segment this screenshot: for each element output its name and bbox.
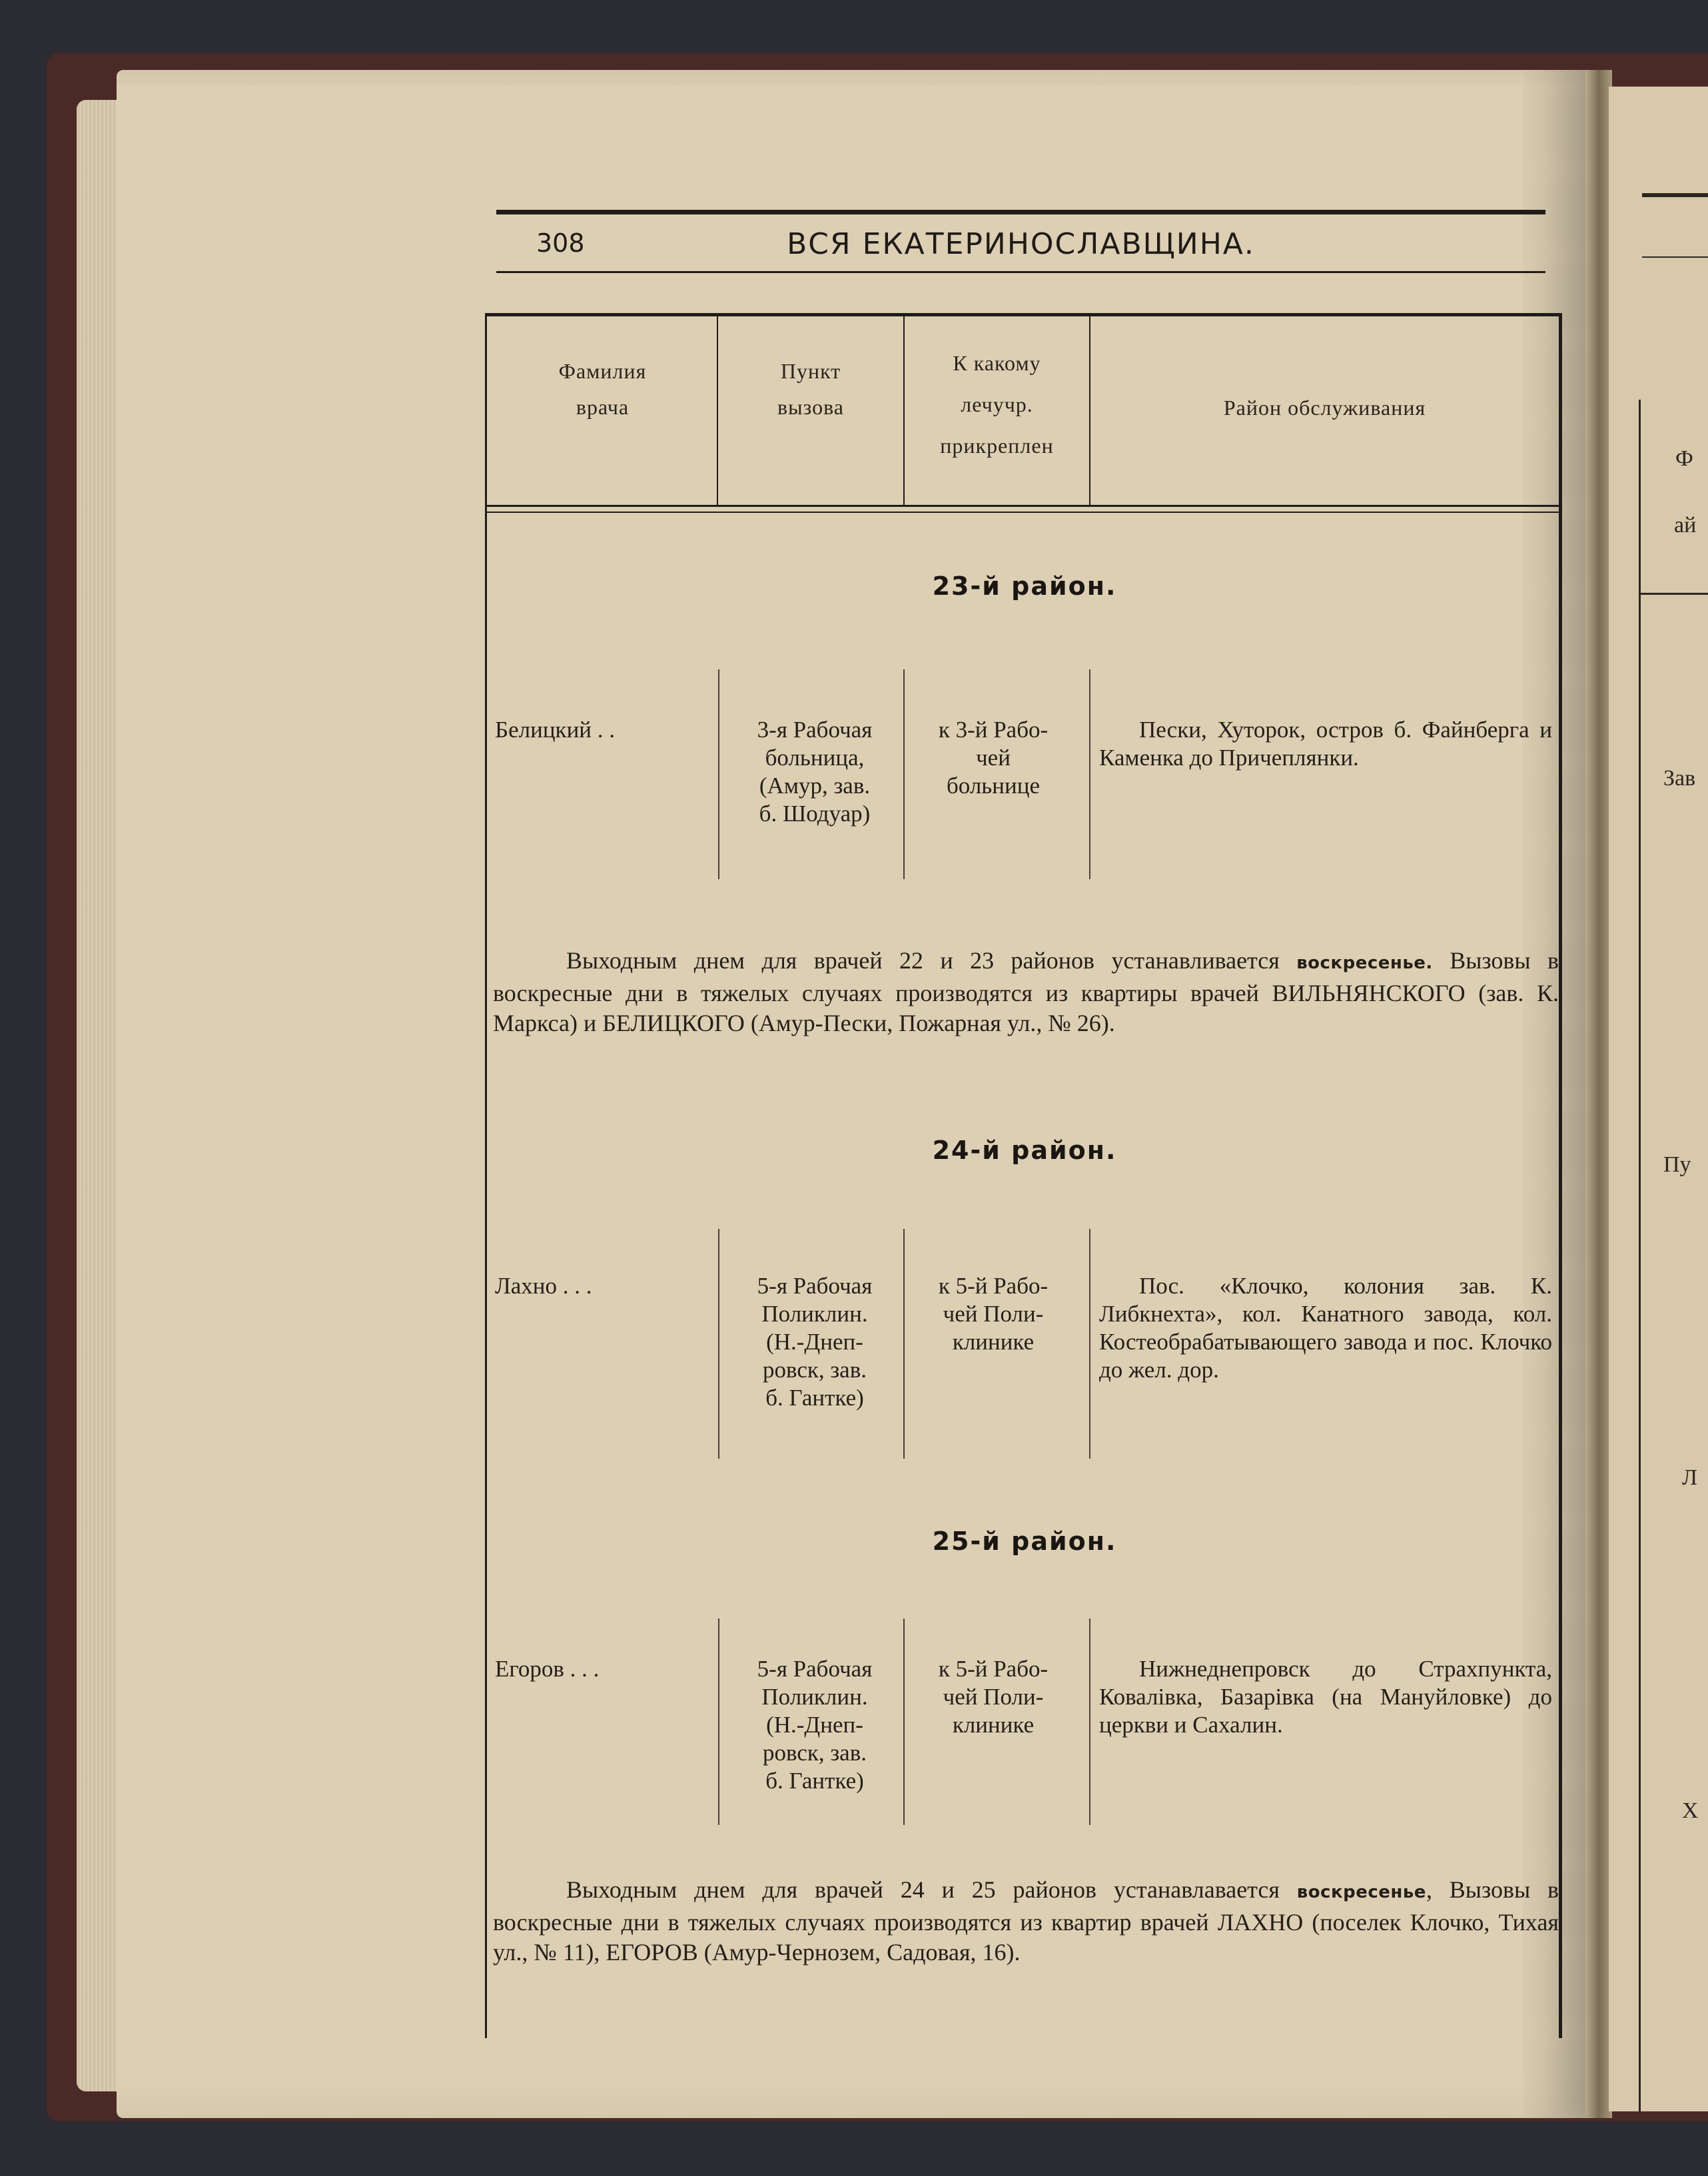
facing-fragment: ай <box>1674 513 1697 538</box>
right-page <box>1609 87 1708 2111</box>
attached-institution: к 5-й Рабо- чей Поли- клинике <box>938 1273 1049 1355</box>
facing-header-rule <box>1642 193 1708 197</box>
header-rule <box>485 505 1562 507</box>
facing-table-border <box>1639 400 1641 2111</box>
doctor-name: Лахно . . . <box>495 1273 592 1299</box>
column-header-point: Пункт вызова <box>777 359 844 419</box>
doctor-name: Егоров . . . <box>495 1656 600 1682</box>
section-title: 23-й район. <box>932 571 1117 601</box>
facing-fragment: Ф <box>1675 446 1693 471</box>
call-point: 3-я Рабочая больница, (Амур, зав. б. Шодуар) <box>757 717 873 827</box>
column-header-surname: Фамилия врача <box>558 359 647 419</box>
facing-fragment: Пу <box>1663 1152 1691 1177</box>
page-title: ВСЯ ЕКАТЕРИНОСЛАВЩИНА. <box>787 227 1255 261</box>
running-head <box>496 210 1545 273</box>
book-gutter <box>1585 70 1612 2118</box>
facing-header-rule-thin <box>1642 256 1708 258</box>
doctor-name: Белицкий . . <box>495 717 616 743</box>
row-divider <box>1089 1619 1090 1825</box>
section-title: 25-й район. <box>932 1527 1117 1556</box>
row-divider <box>1089 1229 1090 1459</box>
table-border-top <box>485 313 1562 316</box>
service-area: Пос. «Клочко, колония зав. К. Либкнехта», кол. Канатного завода, кол. Костеобрабатывающего завода и пос. Клочко до жел. дор. <box>1099 1273 1552 1383</box>
page-number: 308 <box>536 228 585 258</box>
call-point: 5-я Рабочая Поликлин. (Н.-Днеп- ровск, зав. б. Гантке) <box>757 1273 873 1411</box>
header-rule <box>485 512 1562 513</box>
doctors-table <box>485 313 1564 2038</box>
facing-fragment: Зав <box>1663 766 1696 791</box>
facing-fragment: Х <box>1682 1798 1699 1823</box>
facing-table-rule <box>1639 593 1708 595</box>
attached-institution: к 3-й Рабо- чей больнице <box>938 717 1049 799</box>
weekend-note: Выходным днем для врачей 24 и 25 районов устанавлавается воскресенье, Вызовы в воскресные дни в тяжелых случаях производятся из квартир врачей ЛАХНО (поселек Клочко, Тихая ул., № 11), ЕГОРОВ (Амур-Чернозем, Садовая, 16). <box>493 1876 1559 1966</box>
header-rule-thick <box>496 210 1545 214</box>
section-title: 24-й район. <box>932 1136 1117 1165</box>
weekend-note: Выходным днем для врачей 22 и 23 районов устанавливается воскресенье. Вызовы в воскресные дни в тяжелых случаях производятся из квартиры врачей ВИЛЬНЯНСКОГО (зав. К. Маркса) и БЕЛИЦКОГО (Амур-Пески, Пожарная ул., № 26). <box>493 947 1559 1036</box>
service-area: Пески, Хуторок, остров б. Файнберга и Каменка до Причеплянки. <box>1099 717 1552 771</box>
attached-institution: к 5-й Рабо- чей Поли- клинике <box>938 1656 1049 1738</box>
facing-fragment: Л <box>1682 1465 1698 1490</box>
column-header-institution: К какому лечучр. прикреплен <box>940 351 1054 458</box>
row-divider <box>1089 669 1090 879</box>
header-rule-thin <box>496 271 1545 273</box>
service-area: Нижнеднепровск до Страхпункта, Ковалівка, Базарівка (на Мануйловке) до церкви и Сахалин. <box>1099 1656 1552 1738</box>
column-header-area: Район обслуживания <box>1223 396 1426 420</box>
call-point: 5-я Рабочая Поликлин. (Н.-Днеп- ровск, зав. б. Гантке) <box>757 1656 873 1794</box>
